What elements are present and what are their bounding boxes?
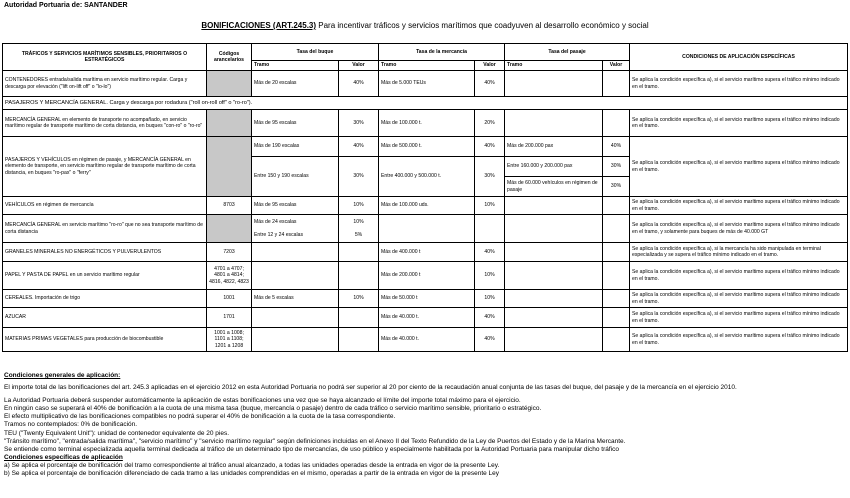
table-row	[3, 197, 848, 215]
buque-valor	[339, 243, 379, 262]
notes-section	[4, 372, 846, 478]
buque-valor	[339, 328, 379, 352]
bonificaciones-table	[2, 43, 848, 352]
merc-tramo: Más de 200.000 t	[379, 262, 475, 290]
especificas-title: Condiciones específicas de aplicación	[4, 453, 123, 461]
buque-valor: 5%	[354, 231, 363, 238]
pasaje-valor	[603, 71, 630, 97]
pasaje-valor	[603, 262, 630, 290]
table-section-row	[3, 97, 848, 110]
codigo-cell	[207, 137, 252, 197]
pasaje-valor	[603, 197, 630, 215]
note-line: b) Se aplica el porcentaje de bonificación diferenciado de cada tramo a las unidades comprendidas en el mismo, operadas a partir de la entrada en vigor de la presente Ley	[4, 470, 500, 478]
row-label: PAPEL Y PASTA DE PAPEL en un servicio marítimo regular	[3, 262, 207, 290]
condicion: Se aplica la condición específica a), si la mercancía ha sido manipulada en terminal especializada y se supera el tráfico mínimo indicado en el tramo.	[630, 243, 848, 262]
pasaje-tramo: Más de 200.000 pax	[505, 137, 603, 157]
pasaje-tramo	[505, 328, 603, 352]
buque-tramo: Más de 5 escalas	[252, 290, 339, 308]
pasaje-valor	[603, 215, 630, 243]
pasaje-tramo	[505, 71, 603, 97]
condicion: Se aplica la condición específica a), si el servicio marítimo supera el tráfico mínimo indicado en el tramo.	[630, 71, 848, 97]
pasaje-valor	[603, 110, 630, 137]
buque-tramo: Más de 95 escalas	[252, 197, 339, 215]
condicion: Se aplica la condición específica a), si el servicio marítimo supera el tráfico mínimo indicado en el tramo.	[630, 308, 848, 328]
tramo-header: Tramo	[252, 61, 339, 71]
buque-valor-stack	[339, 215, 379, 243]
table-row	[3, 243, 848, 262]
buque-valor: 10%	[339, 197, 379, 215]
buque-tramo: Más de 95 escalas	[252, 110, 339, 137]
pasaje-tramo: Entre 160.000 y 200.000 pax	[505, 157, 602, 177]
merc-tramo: Más de 500.000 t.	[379, 137, 475, 157]
merc-valor: 20%	[475, 110, 505, 137]
merc-tramo: Entre 400.000 y 500.000 t.	[379, 157, 475, 197]
generales-title: Condiciones generales de aplicación:	[4, 372, 121, 379]
merc-valor: 40%	[475, 328, 505, 352]
buque-valor: 30%	[339, 157, 379, 197]
merc-valor: 40%	[475, 308, 505, 328]
merc-valor: 40%	[475, 243, 505, 262]
buque-valor: 40%	[339, 71, 379, 97]
condicion: Se aplica la condición específica a), si el servicio marítimo supera el tráfico mínimo indicado en el tramo.	[630, 328, 848, 352]
buque-valor: 10%	[339, 290, 379, 308]
pasaje-tramo	[505, 243, 603, 262]
buque-valor: 30%	[339, 110, 379, 137]
header-row-1	[3, 44, 848, 61]
merc-tramo: Más de 400.000 t	[379, 243, 475, 262]
table-row	[3, 137, 848, 157]
section-label: PASAJEROS Y MERCANCÍA GENERAL. Carga y descarga por rodadura ("roll on-roll off" o "ro-ro").	[3, 97, 848, 110]
table-row	[3, 308, 848, 328]
note-line: Tramos no contemplados: 0% de bonificación.	[4, 421, 138, 429]
buque-tramo: Entre 12 y 24 escalas	[254, 231, 303, 238]
codigo-cell: 4701 a 4707; 4801 a 4814; 4816, 4822, 4823	[207, 262, 252, 290]
table-row	[3, 262, 848, 290]
pasaje-tramo-stack	[505, 157, 603, 197]
col-tasa-mercancia: Tasa de la mercancía	[379, 44, 505, 61]
note-line: TEU ("Twenty Equivalent Unit"): unidad de contenedor equivalente de 20 pies.	[4, 429, 230, 437]
buque-tramo: Más de 190 escalas	[252, 137, 339, 157]
merc-valor: 10%	[475, 262, 505, 290]
merc-valor: 40%	[475, 137, 505, 157]
merc-tramo: Más de 5.000 TEUs	[379, 71, 475, 97]
condicion: Se aplica la condición específica a), si el servicio marítimo supera el tráfico mínimo indicado en el tramo.	[630, 290, 848, 308]
buque-tramo: Entre 150 y 190 escalas	[252, 157, 339, 197]
note-line: a) Se aplica el porcentaje de bonificación del tramo correspondiente al tráfico anual alcanzado, a todas las unidades operadas desde la entrada en vigor de la presente Ley.	[4, 461, 500, 469]
tramo-header: Tramo	[379, 61, 475, 71]
buque-valor	[339, 308, 379, 328]
page-title	[0, 21, 850, 30]
table-row	[3, 110, 848, 137]
pasaje-valor	[603, 290, 630, 308]
buque-tramo-stack	[252, 215, 339, 243]
note-line: Se entiende como terminal especializada aquella terminal dedicada al tráfico de un determinado tipo de mercancías, de uso público y especialmente habilitada por la Autoridad Portuaria para manipular dicho tráfico	[4, 445, 619, 453]
pasaje-tramo	[505, 110, 603, 137]
merc-valor: 10%	[475, 290, 505, 308]
col-tasa-pasaje: Tasa del pasaje	[505, 44, 630, 61]
row-label: CONTENEDORES entrada/salida marítima en servicio marítimo regular. Carga y descarga por elevación ("lift on-lift off" o "lo-lo")	[3, 71, 207, 97]
merc-valor: 40%	[475, 71, 505, 97]
pasaje-valor-stack	[603, 157, 630, 197]
codigo-cell: 8703	[207, 197, 252, 215]
pasaje-tramo: Más de 60.000 vehículos en régimen de pasaje	[507, 180, 598, 193]
merc-valor: 10%	[475, 197, 505, 215]
pasaje-valor: 30%	[603, 157, 629, 177]
pasaje-valor	[603, 328, 630, 352]
note-line: El efecto multiplicativo de las bonificaciones compatibles no podrá superar el 40% de bonificación a la cuota de la tasa correspondiente.	[4, 413, 396, 421]
condicion: Se aplica la condición específica a), si el servicio marítimo supera el tráfico mínimo indicado en el tramo.	[630, 137, 848, 197]
valor-header: Valor	[339, 61, 379, 71]
pasaje-tramo	[505, 262, 603, 290]
merc-tramo: Más de 40.000 t.	[379, 308, 475, 328]
merc-valor	[475, 215, 505, 243]
col-codigos: Códigos arancelarios	[207, 44, 252, 71]
merc-valor: 30%	[475, 157, 505, 197]
valor-header: Valor	[603, 61, 630, 71]
row-label: MERCANCÍA GENERAL en elemento de transporte no acompañado, en servicio marítimo regular de transporte marítimo de corta distancia, en buques "con-ro" o "ro-ro"	[3, 110, 207, 137]
row-label: MERCANCÍA GENERAL en servicio marítimo "ro-ro" que no sea transporte marítimo de corta distancia	[3, 215, 207, 243]
table-row	[3, 71, 848, 97]
note-line: En ningún caso se superará el 40% de bonificación a la cuota de una misma tasa (buque, mercancía o pasaje) dentro de cada tráfico o servicio marítimo sensible, prioritario o estratégico.	[4, 405, 542, 413]
buque-tramo	[252, 262, 339, 290]
table-row	[3, 328, 848, 352]
buque-valor: 10%	[353, 218, 364, 225]
col-tasa-buque: Tasa del buque	[252, 44, 379, 61]
merc-tramo: Más de 100.000 t.	[379, 110, 475, 137]
pasaje-tramo	[505, 197, 603, 215]
row-label: CEREALES. Importación de trigo	[3, 290, 207, 308]
condicion: Se aplica la condición específica a), si el servicio marítimo supera el tráfico mínimo indicado en el tramo.	[630, 262, 848, 290]
table-row	[3, 215, 848, 243]
buque-tramo: Más de 20 escalas	[252, 71, 339, 97]
note-line: "Tránsito marítimo", "entrada/salida marítima", "servicio marítimo" y "servicio marítimo regular" según definiciones incluidas en el Anexo II del Texto Refundido de la Ley de Puertos del Estado y de la Marina Mercante.	[4, 437, 626, 445]
codigo-cell: 1001	[207, 290, 252, 308]
codigo-cell: 7203	[207, 243, 252, 262]
merc-tramo: Más de 40.000 t.	[379, 328, 475, 352]
row-label: PASAJEROS Y VEHÍCULOS en régimen de pasaje, y MERCANCÍA GENERAL en elemento de transporte, en servicio marítimo regular de transporte marítimo de corta distancia, en buques "ro-pax" o "ferry"	[3, 137, 207, 197]
codigo-cell: 1001 a 1008; 1101 a 1108; 1201 a 1208	[207, 328, 252, 352]
tramo-header: Tramo	[505, 61, 603, 71]
buque-tramo	[252, 308, 339, 328]
merc-tramo: Más de 100.000 uds.	[379, 197, 475, 215]
merc-tramo	[379, 215, 475, 243]
codigo-cell	[207, 110, 252, 137]
authority-header: Autoridad Portuaria de: SANTANDER	[4, 2, 128, 9]
condicion: Se aplica la condición específica a), si el servicio marítimo supera el tráfico mínimo indicado en el tramo, y solamente para buques de más de 40.000 GT	[630, 215, 848, 243]
pasaje-tramo	[505, 215, 603, 243]
row-label: AZUCAR	[3, 308, 207, 328]
buque-valor: 40%	[339, 137, 379, 157]
col-condiciones: CONDICIONES DE APLICACIÓN ESPECÍFICAS	[630, 44, 848, 71]
row-label: VEHÍCULOS en régimen de mercancía	[3, 197, 207, 215]
pasaje-tramo	[505, 308, 603, 328]
pasaje-valor	[603, 308, 630, 328]
pasaje-valor: 30%	[610, 183, 622, 189]
buque-valor	[339, 262, 379, 290]
codigo-cell	[207, 215, 252, 243]
buque-tramo	[252, 243, 339, 262]
condicion: Se aplica la condición específica a), si el servicio marítimo supera el tráfico mínimo indicado en el tramo.	[630, 197, 848, 215]
pasaje-valor: 40%	[603, 137, 630, 157]
codigo-cell	[207, 71, 252, 97]
pasaje-tramo	[505, 290, 603, 308]
buque-tramo	[252, 328, 339, 352]
codigo-cell: 1701	[207, 308, 252, 328]
table-row	[3, 290, 848, 308]
merc-tramo: Más de 50.000 t	[379, 290, 475, 308]
buque-tramo: Más de 24 escalas	[254, 218, 297, 225]
valor-header: Valor	[475, 61, 505, 71]
note-line: La Autoridad Portuaria deberá suspender automáticamente la aplicación de estas bonificaciones una vez que se haya alcanzado el límite del importe total máximo para el ejercicio.	[4, 397, 521, 405]
title-bold: BONIFICACIONES (ART.245.3)	[201, 21, 317, 30]
pasaje-valor	[603, 243, 630, 262]
note-line: El importe total de las bonificaciones del art. 245.3 aplicadas en el ejercicio 2012 en esta Autoridad Portuaria no podrá ser superior al 20 por ciento de la recaudación anual conjunta de las tasas del buque, del pasaje y de la mercancía en el ejercicio 2010.	[4, 384, 737, 392]
condicion: Se aplica la condición específica a), si el servicio marítimo supera el tráfico mínimo indicado en el tramo.	[630, 110, 848, 137]
title-rest: Para incentivar tráficos y servicios marítimos que coadyuven al desarrollo económico y social	[316, 21, 649, 30]
row-label: MATERIAS PRIMAS VEGETALES para producción de biocombustible	[3, 328, 207, 352]
col-traficos: TRÁFICOS Y SERVICIOS MARÍTIMOS SENSIBLES, PRIORITARIOS O ESTRATÉGICOS	[3, 44, 207, 71]
row-label: GRANELES MINERALES NO ENERGÉTICOS Y PULVERULENTOS	[3, 243, 207, 262]
